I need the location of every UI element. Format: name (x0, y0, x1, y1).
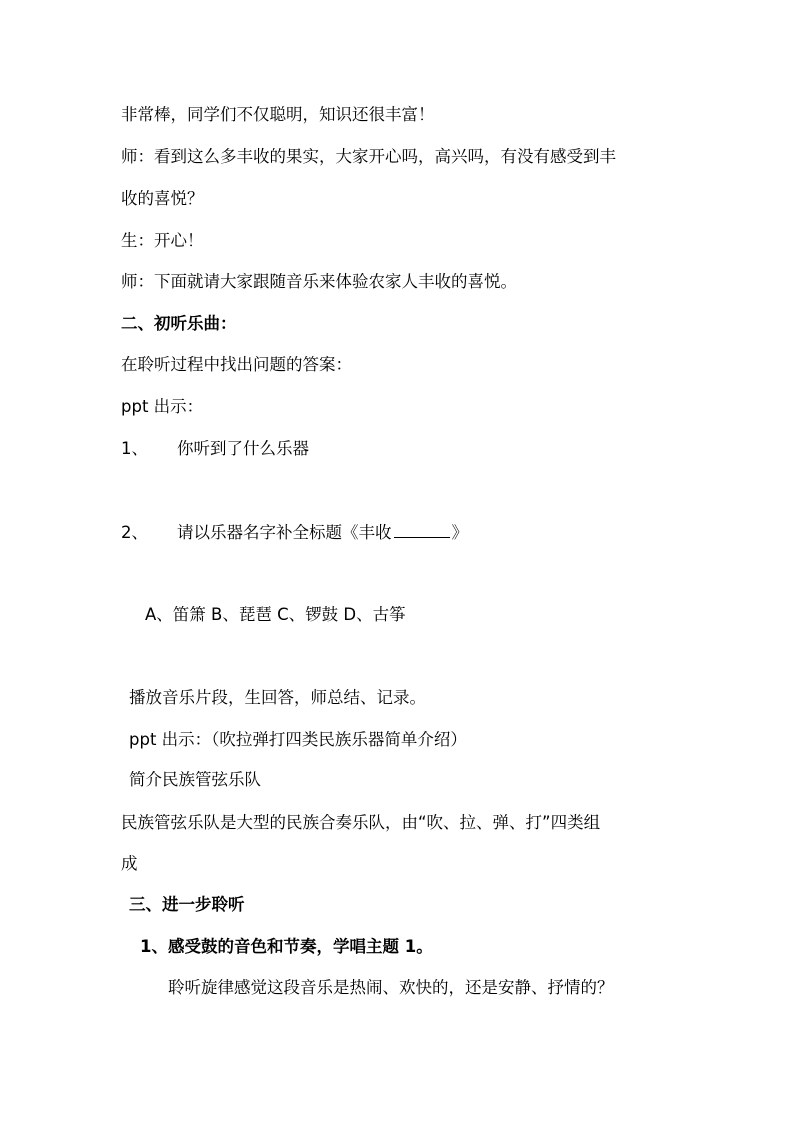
text-line: 民族管弦乐队是大型的民族合奏乐队，由“吹、拉、弹、打”四类组 (121, 813, 601, 832)
question-text: 请以乐器名字补全标题《丰收 (177, 523, 392, 542)
question-text: 你听到了什么乐器 (177, 439, 309, 458)
question-number: 1、 (121, 439, 148, 458)
text-line: 在聆听过程中找出问题的答案： (121, 355, 352, 374)
question-number: 2、 (121, 523, 148, 542)
text-line: 师：下面就请大家跟随音乐来体验农家人丰收的喜悦。 (121, 272, 517, 291)
question-2 (121, 520, 468, 545)
answer-options: A、笛箫 B、琵琶 C、锣鼓 D、古筝 (145, 605, 406, 624)
text-line: 收的喜悦？ (121, 189, 204, 208)
section-heading: 二、初听乐曲： (121, 314, 237, 333)
text-line: 非常棒，同学们不仅聪明，知识还很丰富！ (121, 105, 435, 124)
text-line: 简介民族管弦乐队 (129, 770, 261, 789)
subsection-heading: 1、感受鼓的音色和节奏，学唱主题 1。 (140, 937, 433, 956)
text-line: 聆听旋律感觉这段音乐是热闹、欢快的，还是安静、抒情的？ (168, 978, 614, 997)
text-line: 成 (121, 854, 138, 873)
answer-blank (394, 520, 450, 538)
text-line: 生：开心！ (121, 231, 204, 250)
question-1 (121, 437, 309, 461)
question-text-end: 》 (451, 523, 468, 542)
text-line: 师：看到这么多丰收的果实，大家开心吗，高兴吗，有没有感受到丰 (121, 147, 616, 166)
text-line: ppt 出示：（吹拉弹打四类民族乐器简单介绍） (129, 730, 467, 749)
section-heading: 三、进一步聆听 (129, 895, 245, 914)
text-line: ppt 出示： (121, 397, 204, 416)
text-line: 播放音乐片段，生回答，师总结、记录。 (129, 688, 426, 707)
